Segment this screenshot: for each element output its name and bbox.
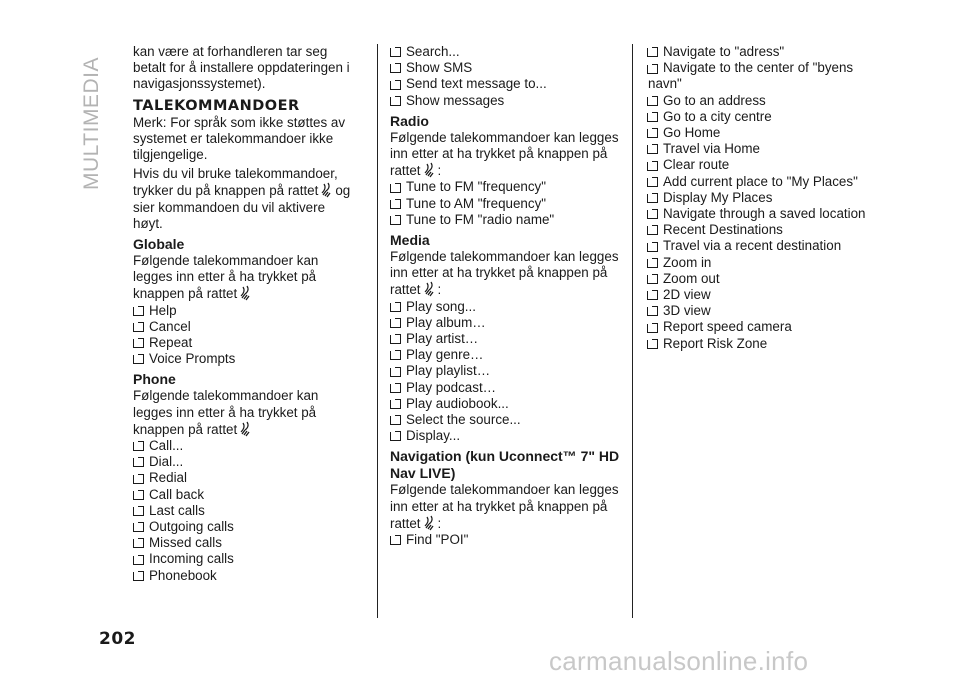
- column-3: [647, 44, 872, 352]
- globale-list: [133, 303, 358, 368]
- checkbox-bullet-icon: [390, 383, 401, 393]
- list-item: Play song...: [390, 299, 620, 315]
- checkbox-bullet-icon: [133, 474, 144, 484]
- media-heading: Media: [390, 232, 430, 249]
- list-item: Report speed camera: [647, 319, 872, 335]
- checkbox-bullet-icon: [133, 338, 144, 348]
- list-item: Incoming calls: [133, 551, 358, 567]
- checkbox-bullet-icon: [647, 209, 658, 219]
- list-item: Show messages: [390, 93, 620, 109]
- checkbox-bullet-icon: [647, 128, 658, 138]
- voice-command-icon: [423, 162, 436, 179]
- radio-list: [390, 179, 620, 228]
- talekommandoer-note: Merk: For språk som ikke støttes av systemet er talekommandoer ikke tilgjengelige.: [133, 114, 346, 163]
- checkbox-bullet-icon: [647, 306, 658, 316]
- checkbox-bullet-icon: [647, 161, 658, 171]
- checkbox-bullet-icon: [390, 183, 401, 193]
- list-item: Tune to FM "frequency": [390, 179, 620, 195]
- list-item: Call...: [133, 438, 358, 454]
- list-item: Play artist…: [390, 331, 620, 347]
- checkbox-bullet-icon: [390, 334, 401, 344]
- checkbox-bullet-icon: [647, 290, 658, 300]
- globale-text: Følgende talekommandoer kan legges inn etter å ha trykket på knappen på rattet: [133, 253, 319, 302]
- checkbox-bullet-icon: [390, 199, 401, 209]
- checkbox-bullet-icon: [647, 258, 658, 268]
- list-item: Tune to FM "radio name": [390, 212, 620, 228]
- phone-heading: Phone: [133, 371, 176, 388]
- list-item: Navigate through a saved location: [647, 206, 872, 222]
- checkbox-bullet-icon: [647, 193, 658, 203]
- checkbox-bullet-icon: [390, 535, 401, 545]
- globale-heading: Globale: [133, 236, 185, 253]
- list-item: Clear route: [647, 157, 872, 173]
- list-item: Tune to AM "frequency": [390, 196, 620, 212]
- list-item: Repeat: [133, 335, 358, 351]
- navigation-list: [390, 532, 620, 548]
- list-item: Play podcast…: [390, 380, 620, 396]
- list-item: Go to a city centre: [647, 109, 872, 125]
- checkbox-bullet-icon: [390, 96, 401, 106]
- checkbox-bullet-icon: [133, 555, 144, 565]
- messages-list: [390, 44, 620, 109]
- list-item: Redial: [133, 470, 358, 486]
- checkbox-bullet-icon: [390, 47, 401, 57]
- checkbox-bullet-icon: [133, 322, 144, 332]
- checkbox-bullet-icon: [133, 441, 144, 451]
- intro-text: kan være at forhandleren tar seg betalt for å installere oppdateringen i navigasjonssystemet).: [133, 44, 350, 92]
- checkbox-bullet-icon: [647, 112, 658, 122]
- watermark: carmanualsonline.info: [549, 646, 809, 676]
- checkbox-bullet-icon: [647, 225, 658, 235]
- list-item: 3D view: [647, 303, 872, 319]
- checkbox-bullet-icon: [647, 47, 658, 57]
- list-item: Help: [133, 303, 358, 319]
- list-item: Last calls: [133, 503, 358, 519]
- checkbox-bullet-icon: [647, 64, 658, 74]
- talekommandoer-heading: TALEKOMMANDOER: [133, 97, 300, 114]
- list-item: Outgoing calls: [133, 519, 358, 535]
- list-item: Dial...: [133, 454, 358, 470]
- list-item: Search...: [390, 44, 620, 60]
- radio-heading: Radio: [390, 112, 429, 129]
- checkbox-bullet-icon: [133, 522, 144, 532]
- list-item: Voice Prompts: [133, 351, 358, 367]
- checkbox-bullet-icon: [390, 415, 401, 425]
- voice-command-icon: [423, 515, 436, 532]
- list-item: Go to an address: [647, 93, 872, 109]
- checkbox-bullet-icon: [390, 302, 401, 312]
- phone-text: Følgende talekommandoer kan legges inn etter å ha trykket på knappen på rattet: [133, 388, 319, 437]
- navigation-commands-list: [647, 44, 872, 352]
- checkbox-bullet-icon: [133, 571, 144, 581]
- list-item: Call back: [133, 487, 358, 503]
- column-1: [133, 44, 358, 584]
- page-number: 202: [99, 629, 136, 649]
- checkbox-bullet-icon: [390, 215, 401, 225]
- phone-list: [133, 438, 358, 584]
- list-item: Play audiobook...: [390, 396, 620, 412]
- checkbox-bullet-icon: [390, 367, 401, 377]
- checkbox-bullet-icon: [390, 350, 401, 360]
- list-item: Find "POI": [390, 532, 620, 548]
- list-item: Show SMS: [390, 60, 620, 76]
- list-item: Cancel: [133, 319, 358, 335]
- list-item: Navigate to the center of "byens navn": [648, 60, 854, 92]
- section-label: MULTIMEDIA: [80, 57, 103, 190]
- list-item: Travel via a recent destination: [647, 238, 872, 254]
- list-item: Add current place to "My Places": [647, 174, 872, 190]
- navigation-text: Følgende talekommandoer kan legges inn etter at ha trykket på knappen på rattet :: [390, 482, 619, 531]
- list-item: Report Risk Zone: [647, 336, 872, 352]
- voice-command-icon: [320, 182, 333, 199]
- checkbox-bullet-icon: [647, 274, 658, 284]
- voice-command-icon: [423, 281, 436, 298]
- checkbox-bullet-icon: [390, 318, 401, 328]
- checkbox-bullet-icon: [133, 354, 144, 364]
- checkbox-bullet-icon: [647, 242, 658, 252]
- media-text: Følgende talekommandoer kan legges inn etter at ha trykket på knappen på rattet :: [390, 249, 619, 298]
- media-list: [390, 299, 620, 445]
- checkbox-bullet-icon: [133, 538, 144, 548]
- checkbox-bullet-icon: [647, 96, 658, 106]
- list-item: 2D view: [647, 287, 872, 303]
- talekommandoer-instruction: Hvis du vil bruke talekommandoer, trykker du på knappen på rattet og sier kommandoen du vil aktivere høyt.: [133, 166, 351, 231]
- column-2: [390, 44, 620, 548]
- checkbox-bullet-icon: [390, 431, 401, 441]
- voice-command-icon: [239, 285, 252, 302]
- checkbox-bullet-icon: [133, 457, 144, 467]
- navigation-heading: Navigation (kun Uconnect™ 7" HD Nav LIVE): [390, 448, 620, 482]
- checkbox-bullet-icon: [647, 323, 658, 333]
- list-item: Play album…: [390, 315, 620, 331]
- column-divider: [632, 44, 633, 618]
- radio-text: Følgende talekommandoer kan legges inn etter at ha trykket på knappen på rattet :: [390, 129, 619, 179]
- list-item: Display My Places: [647, 190, 872, 206]
- list-item: Navigate to "adress": [647, 44, 872, 60]
- checkbox-bullet-icon: [133, 506, 144, 516]
- checkbox-bullet-icon: [647, 177, 658, 187]
- checkbox-bullet-icon: [133, 306, 144, 316]
- list-item: Display...: [390, 428, 620, 444]
- list-item: Zoom in: [647, 255, 872, 271]
- checkbox-bullet-icon: [390, 399, 401, 409]
- list-item: Send text message to...: [390, 76, 620, 92]
- checkbox-bullet-icon: [647, 339, 658, 349]
- list-item: Travel via Home: [647, 141, 872, 157]
- checkbox-bullet-icon: [647, 144, 658, 154]
- list-item: Recent Destinations: [647, 222, 872, 238]
- column-divider: [377, 44, 378, 618]
- checkbox-bullet-icon: [390, 63, 401, 73]
- voice-command-icon: [239, 421, 252, 438]
- list-item: Phonebook: [133, 568, 358, 584]
- list-item: Go Home: [647, 125, 872, 141]
- list-item: Zoom out: [647, 271, 872, 287]
- list-item: Missed calls: [133, 535, 358, 551]
- list-item: Select the source...: [390, 412, 620, 428]
- list-item: Play playlist…: [390, 363, 620, 379]
- checkbox-bullet-icon: [133, 490, 144, 500]
- list-item: Play genre…: [390, 347, 620, 363]
- checkbox-bullet-icon: [390, 80, 401, 90]
